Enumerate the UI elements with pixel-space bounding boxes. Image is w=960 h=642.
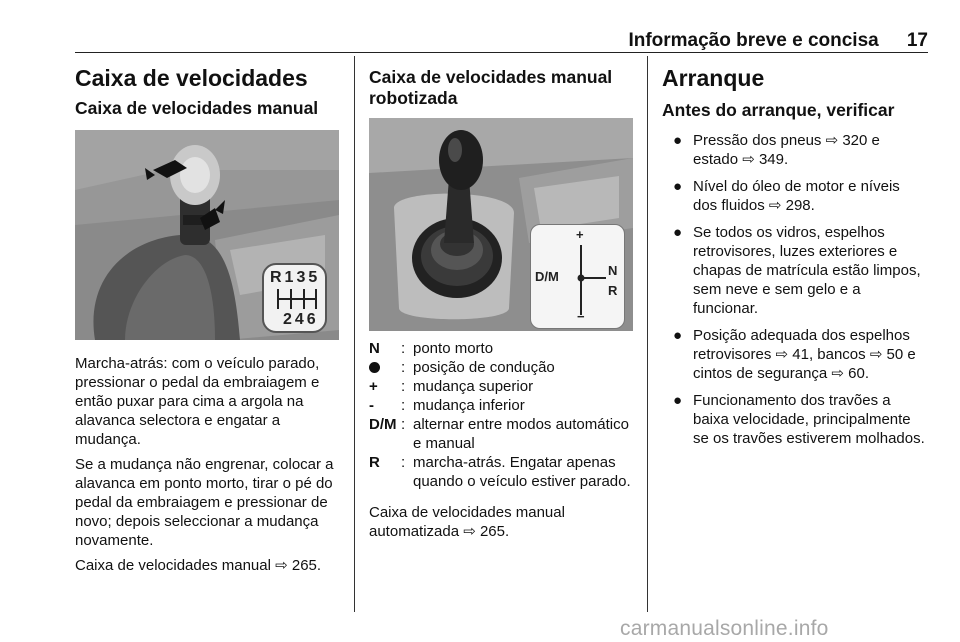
subsection-title-check: Antes do arranque, verificar: [662, 100, 895, 120]
definition-colon: :: [401, 416, 406, 433]
definition-desc: posição de condução: [413, 359, 555, 376]
definition-colon: :: [401, 340, 406, 357]
list-item: ● Pressão dos pneus ⇨ 320 e estado ⇨ 349.: [673, 132, 880, 168]
definition-row: [369, 339, 633, 358]
shift-minus-label: −: [577, 309, 585, 324]
column-divider-2: [647, 56, 648, 612]
shift-plus-label: +: [576, 227, 584, 242]
paragraph-automated-ref: Caixa de velocidades manual automatizada ⇨ 265.: [369, 504, 565, 540]
page-header: [75, 30, 928, 52]
gear-pattern-bottom-label: 246: [283, 311, 319, 328]
list-item: ● Nível do óleo de motor e níveis dos fluidos ⇨ 298.: [673, 178, 900, 214]
definition-term: +: [369, 378, 378, 395]
section-title-starting: Arranque: [662, 65, 765, 91]
definition-row: [369, 453, 633, 491]
definition-term: -: [369, 397, 374, 414]
bullet-icon: ●: [673, 392, 683, 409]
gear-pattern-diagram: [262, 263, 327, 333]
definition-desc: ponto morto: [413, 340, 494, 357]
shift-pattern-panel: [530, 224, 625, 329]
paragraph-reverse: Marcha-atrás: com o veículo parado, pressionar o pedal da embraiagem e então puxar para cima a argola na alavanca selectora e engatar a mudança.: [75, 355, 320, 448]
definition-term: D/M: [369, 416, 397, 433]
definition-desc: mudança superior: [413, 378, 534, 395]
list-item: ● Posição adequada dos espelhos retrovisores ⇨ 41, bancos ⇨ 50 e cintos de segurança ⇨ 60.: [673, 327, 916, 382]
bullet-icon: ●: [673, 132, 683, 149]
gear-pattern-top-label: R135: [270, 269, 321, 286]
header-title: Informação breve e concisa: [628, 30, 879, 51]
column-divider-1: [354, 56, 355, 612]
column-manual-gearbox: [75, 56, 339, 575]
definition-colon: :: [401, 359, 406, 376]
definition-term: N: [369, 340, 380, 357]
shift-dm-label: D/M: [535, 269, 559, 284]
column-starting: [662, 56, 928, 456]
shift-r-label: R: [608, 283, 618, 298]
definition-desc: mudança inferior: [413, 397, 525, 414]
definition-colon: :: [401, 454, 406, 471]
definition-row: [369, 377, 633, 396]
column-robotized-gearbox: [369, 56, 633, 541]
definition-row: [369, 396, 633, 415]
shift-n-label: N: [608, 263, 618, 278]
definition-row: [369, 358, 633, 377]
paragraph-manual-ref: Caixa de velocidades manual ⇨ 265.: [75, 557, 322, 574]
definition-desc: marcha-atrás. Engatar apenas quando o veículo estiver parado.: [413, 454, 631, 490]
robotized-gear-lever-illustration: [369, 118, 633, 331]
section-title-gearbox: Caixa de velocidades: [75, 65, 308, 91]
drive-position-dot-icon: [369, 362, 380, 373]
paragraph-gear-not-engaging: Se a mudança não engrenar, colocar a alavanca em ponto morto, tirar o pé do pedal da embraiagem e pressionar de novo; depois seleccionar a mudança novamente.: [75, 456, 334, 549]
list-item: ● Se todos os vidros, espelhos retrovisores, luzes exteriores e chapas de matrícula estão limpos, sem neve e sem gelo e a funcionar.: [673, 224, 921, 317]
bullet-icon: ●: [673, 178, 683, 195]
bullet-icon: ●: [673, 224, 683, 241]
definition-term: [369, 358, 401, 377]
definition-desc: alternar entre modos automático e manual: [413, 416, 629, 452]
definition-term: R: [369, 454, 380, 471]
page-number: 17: [906, 30, 928, 51]
manual-gear-lever-illustration: [75, 130, 339, 340]
bullet-icon: ●: [673, 327, 683, 344]
definition-row: [369, 415, 633, 453]
definition-colon: :: [401, 378, 406, 395]
subsection-title-manual: Caixa de velocidades manual: [75, 98, 319, 118]
definition-list: [369, 339, 633, 491]
list-item: ● Funcionamento dos travões a baixa velocidade, principalmente se os travões estiverem molhados.: [673, 392, 925, 447]
header-rule: [75, 52, 928, 53]
definition-colon: :: [401, 397, 406, 414]
checklist: [662, 131, 928, 448]
subsection-title-robotized: Caixa de velocidades manual robotizada: [369, 67, 613, 108]
watermark: carmanualsonline.info: [620, 617, 829, 640]
